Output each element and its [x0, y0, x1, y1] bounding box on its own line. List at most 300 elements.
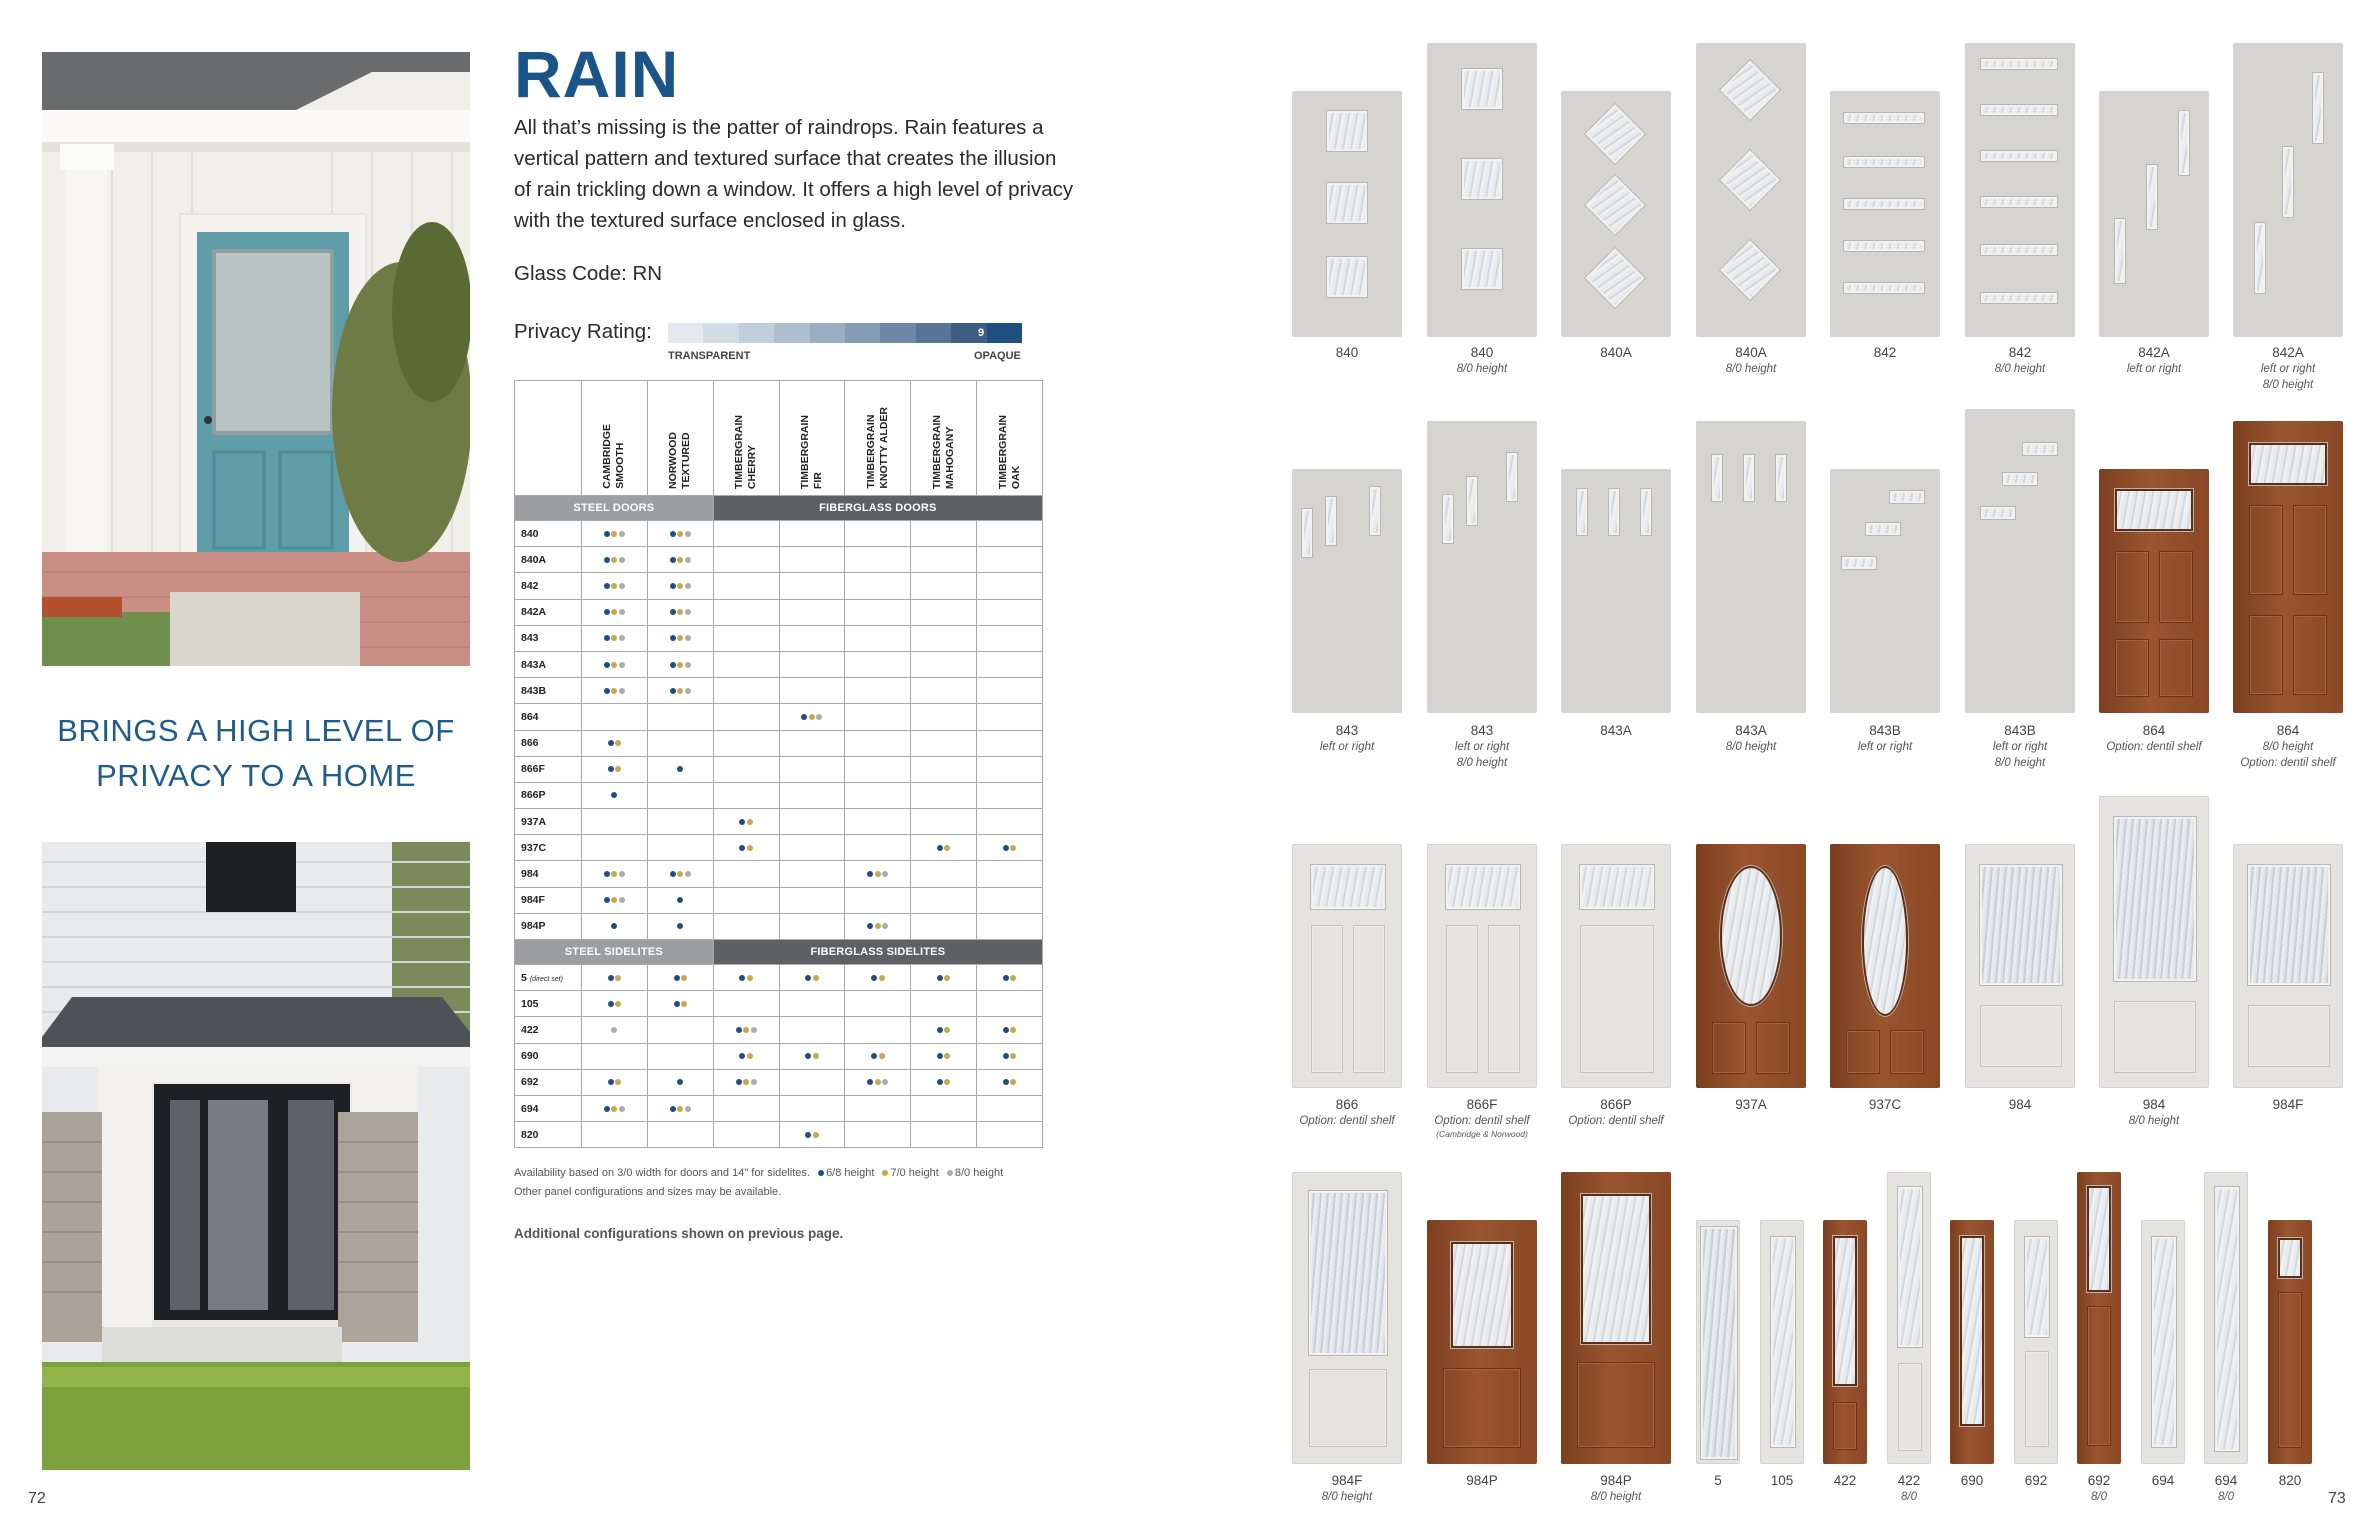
door-panel [1846, 1030, 1880, 1074]
door-glass [2248, 865, 2330, 985]
availability-cell [845, 547, 911, 573]
door-glass [1960, 1236, 1984, 1426]
availability-dots [871, 975, 885, 981]
row-code [515, 1069, 582, 1095]
availability-dot-icon [882, 871, 888, 877]
availability-cell [713, 704, 779, 730]
availability-dots [677, 766, 683, 772]
door-glass [1981, 507, 2015, 519]
availability-dot-icon [944, 975, 950, 981]
availability-cell [647, 678, 713, 704]
door-illustration [1561, 91, 1671, 337]
row-code [515, 861, 582, 887]
table-row [515, 704, 1043, 730]
door-glass [1844, 157, 1924, 167]
row-code [515, 521, 582, 547]
availability-cell [779, 1043, 845, 1069]
door-code: 694 [2151, 1473, 2175, 1488]
availability-cell [977, 573, 1043, 599]
row-code-label: 840A [521, 553, 547, 566]
door-code: 866F [1466, 1097, 1498, 1112]
door-panel [1311, 925, 1343, 1073]
privacy-segment [880, 323, 915, 343]
column-header [911, 381, 977, 496]
door-label [2223, 344, 2353, 393]
door-illustration [1292, 1172, 1402, 1464]
door-panel [2025, 1351, 2049, 1447]
availability-dot-icon [875, 871, 881, 877]
table-row [515, 861, 1043, 887]
door-glass [1720, 866, 1782, 1006]
door-panel [1980, 1005, 2062, 1067]
door-label [1282, 344, 1412, 361]
availability-cell [779, 913, 845, 939]
column-header [647, 381, 713, 496]
availability-dots [677, 1079, 683, 1085]
availability-cell [911, 678, 977, 704]
availability-dots [604, 609, 625, 615]
availability-cell [911, 965, 977, 991]
availability-cell [713, 678, 779, 704]
row-code-label: 842 [521, 579, 539, 592]
availability-cell [845, 1095, 911, 1121]
availability-dot-icon [805, 975, 811, 981]
availability-cell [713, 913, 779, 939]
availability-cell [647, 991, 713, 1017]
column-header-label: TIMBERGRAIN MAHOGANY [930, 414, 956, 489]
door-label [1820, 722, 1950, 755]
door-glass [1462, 69, 1502, 109]
door-sub-label: left or right [2126, 363, 2182, 375]
door-panel [1756, 1022, 1790, 1074]
table-row [515, 1122, 1043, 1148]
availability-dots [739, 1053, 753, 1059]
door-glass [1609, 489, 1619, 535]
availability-dot-icon [937, 1079, 943, 1085]
availability-cell [713, 521, 779, 547]
door-sub-label: 8/0 height [1321, 1491, 1373, 1503]
availability-dot-icon [739, 975, 745, 981]
availability-dots [1003, 975, 1017, 981]
door-glass [2115, 489, 2193, 531]
availability-cell [779, 965, 845, 991]
availability-dot-icon [670, 557, 676, 563]
availability-cell [977, 965, 1043, 991]
availability-dots [604, 688, 625, 694]
availability-dot-icon [677, 635, 683, 641]
door-label [1551, 1096, 1681, 1129]
door-glass [1866, 523, 1900, 535]
availability-cell [779, 782, 845, 808]
availability-cell [582, 704, 648, 730]
privacy-segment [703, 323, 738, 343]
door-label [1282, 1472, 1412, 1505]
availability-dot-icon [685, 871, 691, 877]
table-row [515, 599, 1043, 625]
availability-cell [713, 835, 779, 861]
availability-dot-icon [619, 531, 625, 537]
availability-dots [608, 1079, 622, 1085]
availability-dot-icon [615, 1001, 621, 1007]
availability-cell [647, 704, 713, 730]
availability-dot-icon [1010, 975, 1016, 981]
availability-dots [736, 1027, 757, 1033]
availability-dot-icon [805, 1053, 811, 1059]
table-row [515, 1069, 1043, 1095]
availability-cell [582, 913, 648, 939]
availability-cell [977, 521, 1043, 547]
door-glass [1981, 105, 2057, 115]
availability-cell [713, 599, 779, 625]
availability-cell [977, 625, 1043, 651]
column-header-label: NORWOOD TEXTURED [667, 432, 693, 489]
availability-dots [739, 975, 753, 981]
privacy-segment [810, 323, 845, 343]
availability-dots [611, 1027, 617, 1033]
availability-dot-icon [1003, 975, 1009, 981]
door-sub-label: 8/0 [2091, 1491, 2107, 1503]
availability-cell [779, 730, 845, 756]
row-code [515, 651, 582, 677]
availability-cell [779, 1069, 845, 1095]
table-row [515, 730, 1043, 756]
availability-cell [582, 835, 648, 861]
availability-dot-icon [604, 531, 610, 537]
row-code [515, 625, 582, 651]
availability-dots [867, 1079, 888, 1085]
availability-cell [582, 625, 648, 651]
availability-cell [911, 1017, 977, 1043]
door-illustration [1292, 91, 1402, 337]
availability-dot-icon [677, 609, 683, 615]
door-sub-note: (Cambridge & Norwood) [1436, 1129, 1528, 1139]
table-row [515, 782, 1043, 808]
availability-cell [713, 756, 779, 782]
door-label [1686, 722, 1816, 755]
availability-dot-icon [875, 923, 881, 929]
availability-cell [911, 521, 977, 547]
availability-dot-icon [670, 871, 676, 877]
availability-dot-icon [944, 845, 950, 851]
row-code-label: 864 [521, 710, 539, 723]
section-header-steel: STEEL DOORS [515, 496, 714, 521]
availability-dot-icon [743, 1079, 749, 1085]
door-code: 866 [1335, 1097, 1359, 1112]
door-glass [1577, 489, 1587, 535]
availability-cell [582, 599, 648, 625]
door-glass [1744, 455, 1754, 501]
row-code [515, 913, 582, 939]
door-glass [1776, 455, 1786, 501]
door-code: 422 [1833, 1473, 1857, 1488]
door-glass [1981, 245, 2057, 255]
availability-dot-icon [608, 740, 614, 746]
door-glass [1844, 283, 1924, 293]
door-glass [1981, 293, 2057, 303]
door-sub-label: 8/0 height [1456, 757, 1508, 769]
door-glass [1981, 59, 2057, 69]
row-code [515, 730, 582, 756]
availability-cell [582, 521, 648, 547]
row-code [515, 678, 582, 704]
row-code [515, 809, 582, 835]
row-code [515, 704, 582, 730]
availability-dot-icon [816, 714, 822, 720]
availability-cell [779, 573, 845, 599]
availability-cell [911, 1043, 977, 1069]
availability-dot-icon [604, 897, 610, 903]
availability-dot-icon [879, 1053, 885, 1059]
availability-dot-icon [747, 845, 753, 851]
availability-cell [911, 809, 977, 835]
door-illustration [1950, 1220, 1994, 1464]
door-code: 422 [1897, 1473, 1921, 1488]
door-label [2225, 1472, 2355, 1489]
door-glass [1890, 491, 1924, 503]
table-row [515, 965, 1043, 991]
tagline-line-1: BRINGS A HIGH LEVEL OF [57, 713, 455, 748]
availability-cell [582, 809, 648, 835]
door-glass [2283, 147, 2293, 217]
door-illustration [2141, 1220, 2185, 1464]
table-corner [515, 381, 582, 496]
door-glass [2003, 473, 2037, 485]
door-panel [2293, 615, 2327, 695]
availability-dot-icon [670, 688, 676, 694]
availability-cell [779, 1017, 845, 1043]
availability-dot-icon [937, 975, 943, 981]
availability-dot-icon [670, 609, 676, 615]
row-code [515, 1122, 582, 1148]
door-panel [2249, 615, 2283, 695]
row-code [515, 599, 582, 625]
availability-cell [779, 861, 845, 887]
availability-dot-icon [619, 662, 625, 668]
availability-dot-icon [681, 975, 687, 981]
door-code: 984P [1600, 1473, 1632, 1488]
legend-label: 7/0 height [890, 1167, 939, 1179]
availability-cell [647, 861, 713, 887]
availability-dot-icon [944, 1053, 950, 1059]
availability-dots [867, 923, 888, 929]
door-panel [1833, 1402, 1857, 1450]
availability-cell [845, 1122, 911, 1148]
door-glass [1981, 197, 2057, 207]
availability-dots [608, 975, 622, 981]
availability-dot-icon [670, 1106, 676, 1112]
availability-dot-icon [677, 871, 683, 877]
door-glass [1720, 60, 1779, 119]
availability-dot-icon [677, 531, 683, 537]
door-label [2089, 1096, 2219, 1129]
availability-cell [779, 991, 845, 1017]
availability-dots [670, 531, 691, 537]
door-label [1282, 722, 1412, 755]
availability-dot-icon [619, 635, 625, 641]
availability-table [514, 380, 1043, 1148]
door-panel [2115, 639, 2149, 697]
door-panel [1577, 1362, 1655, 1448]
availability-dot-icon [747, 1053, 753, 1059]
availability-dot-icon [751, 1079, 757, 1085]
availability-dots [867, 871, 888, 877]
availability-cell [713, 1017, 779, 1043]
availability-dot-icon [681, 1001, 687, 1007]
availability-cell [779, 547, 845, 573]
table-row [515, 547, 1043, 573]
row-code-label: 984P [521, 920, 546, 933]
availability-dot-icon [674, 975, 680, 981]
door-illustration [2099, 91, 2209, 337]
availability-dot-icon [813, 1053, 819, 1059]
availability-cell [845, 521, 911, 547]
availability-cell [582, 1095, 648, 1121]
availability-dots [801, 714, 822, 720]
availability-cell [582, 730, 648, 756]
availability-dots [805, 1132, 819, 1138]
row-code-label: 866 [521, 737, 539, 750]
availability-dots [677, 923, 683, 929]
availability-cell [845, 965, 911, 991]
availability-cell [911, 835, 977, 861]
column-header-label: TIMBERGRAIN FIR [798, 414, 824, 489]
door-glass [1720, 240, 1779, 299]
door-glass [2023, 443, 2057, 455]
row-code-label: 866F [521, 763, 545, 776]
availability-cell [911, 1095, 977, 1121]
door-glass [2215, 1187, 2239, 1451]
column-header [779, 381, 845, 496]
additional-configurations-note: Additional configurations shown on previous page. [514, 1226, 844, 1241]
row-code-label: 843 [521, 632, 539, 645]
door-code: 842 [1873, 345, 1897, 360]
door-sub-label: 8/0 [2218, 1491, 2234, 1503]
door-panel [1580, 925, 1654, 1073]
availability-dot-icon [604, 662, 610, 668]
door-illustration [1696, 43, 1806, 337]
door-label [1955, 1096, 2085, 1113]
availability-dot-icon [611, 557, 617, 563]
availability-dots [670, 635, 691, 641]
door-illustration [2099, 469, 2209, 713]
door-panel [2087, 1306, 2111, 1446]
door-glass [2025, 1237, 2049, 1337]
door-panel [2278, 1292, 2302, 1448]
availability-dots [670, 871, 691, 877]
availability-cell [977, 599, 1043, 625]
footnote-other: Other panel configurations and sizes may be available. [514, 1186, 782, 1198]
availability-dot-icon [937, 1053, 943, 1059]
door-code: 694 [2214, 1473, 2238, 1488]
availability-cell [779, 651, 845, 677]
door-glass [2278, 1238, 2302, 1278]
door-code: 984F [1331, 1473, 1363, 1488]
footnote-availability: Availability based on 3/0 width for doors and 14" for sidelites. [514, 1167, 810, 1179]
door-glass [1844, 199, 1924, 209]
door-sub-label: Option: dentil shelf [1568, 1115, 1664, 1127]
door-glass [1581, 1194, 1651, 1344]
door-illustration [2233, 43, 2343, 337]
availability-dot-icon [937, 845, 943, 851]
availability-cell [779, 521, 845, 547]
availability-cell [713, 730, 779, 756]
availability-dot-icon [670, 662, 676, 668]
availability-dot-icon [1010, 1053, 1016, 1059]
availability-cell [582, 678, 648, 704]
door-glass [1443, 495, 1453, 543]
door-illustration [2268, 1220, 2312, 1464]
door-sub-label: Option: dentil shelf [1434, 1115, 1530, 1127]
availability-cell [845, 1043, 911, 1069]
availability-cell [779, 809, 845, 835]
availability-dot-icon [677, 766, 683, 772]
door-illustration [1427, 43, 1537, 337]
availability-cell [977, 651, 1043, 677]
table-row [515, 1017, 1043, 1043]
column-header-label: CAMBRIDGE SMOOTH [601, 424, 627, 489]
door-panel [2115, 551, 2149, 623]
availability-dot-icon [608, 1079, 614, 1085]
availability-dots [674, 975, 688, 981]
availability-cell [582, 965, 648, 991]
availability-cell [647, 599, 713, 625]
availability-cell [845, 887, 911, 913]
door-code: 842A [2272, 345, 2304, 360]
door-sub-label: 8/0 height [1725, 741, 1777, 753]
door-panel [1898, 1363, 1922, 1451]
availability-dots [611, 792, 617, 798]
availability-dot-icon [944, 1079, 950, 1085]
door-illustration [1965, 409, 2075, 713]
door-glass [1462, 249, 1502, 289]
door-glass [1712, 455, 1722, 501]
availability-dots [670, 557, 691, 563]
availability-dot-icon [1010, 1079, 1016, 1085]
availability-dot-icon [1003, 1027, 1009, 1033]
availability-dot-icon [611, 635, 617, 641]
column-header [713, 381, 779, 496]
availability-cell [713, 651, 779, 677]
availability-cell [647, 1122, 713, 1148]
column-header [845, 381, 911, 496]
door-code: 5 [1714, 1473, 1722, 1488]
availability-dots [937, 1027, 951, 1033]
availability-dots [608, 1001, 622, 1007]
availability-dots [608, 740, 622, 746]
availability-cell [713, 965, 779, 991]
availability-cell [977, 1043, 1043, 1069]
door-glass [1462, 159, 1502, 199]
availability-dot-icon [604, 688, 610, 694]
door-sub-label: left or right [1857, 741, 1913, 753]
door-glass [1862, 866, 1908, 1016]
door-label [1417, 1472, 1547, 1489]
availability-cell [647, 1043, 713, 1069]
availability-dots [937, 1053, 951, 1059]
door-glass [1507, 453, 1517, 501]
table-row [515, 651, 1043, 677]
table-row [515, 1095, 1043, 1121]
table-row [515, 991, 1043, 1017]
availability-cell [977, 704, 1043, 730]
door-code: 820 [2278, 1473, 2302, 1488]
availability-dot-icon [685, 1106, 691, 1112]
row-code [515, 1017, 582, 1043]
availability-dot-icon [670, 635, 676, 641]
door-illustration [2077, 1172, 2121, 1464]
door-illustration [1965, 844, 2075, 1088]
privacy-segment [916, 323, 951, 343]
